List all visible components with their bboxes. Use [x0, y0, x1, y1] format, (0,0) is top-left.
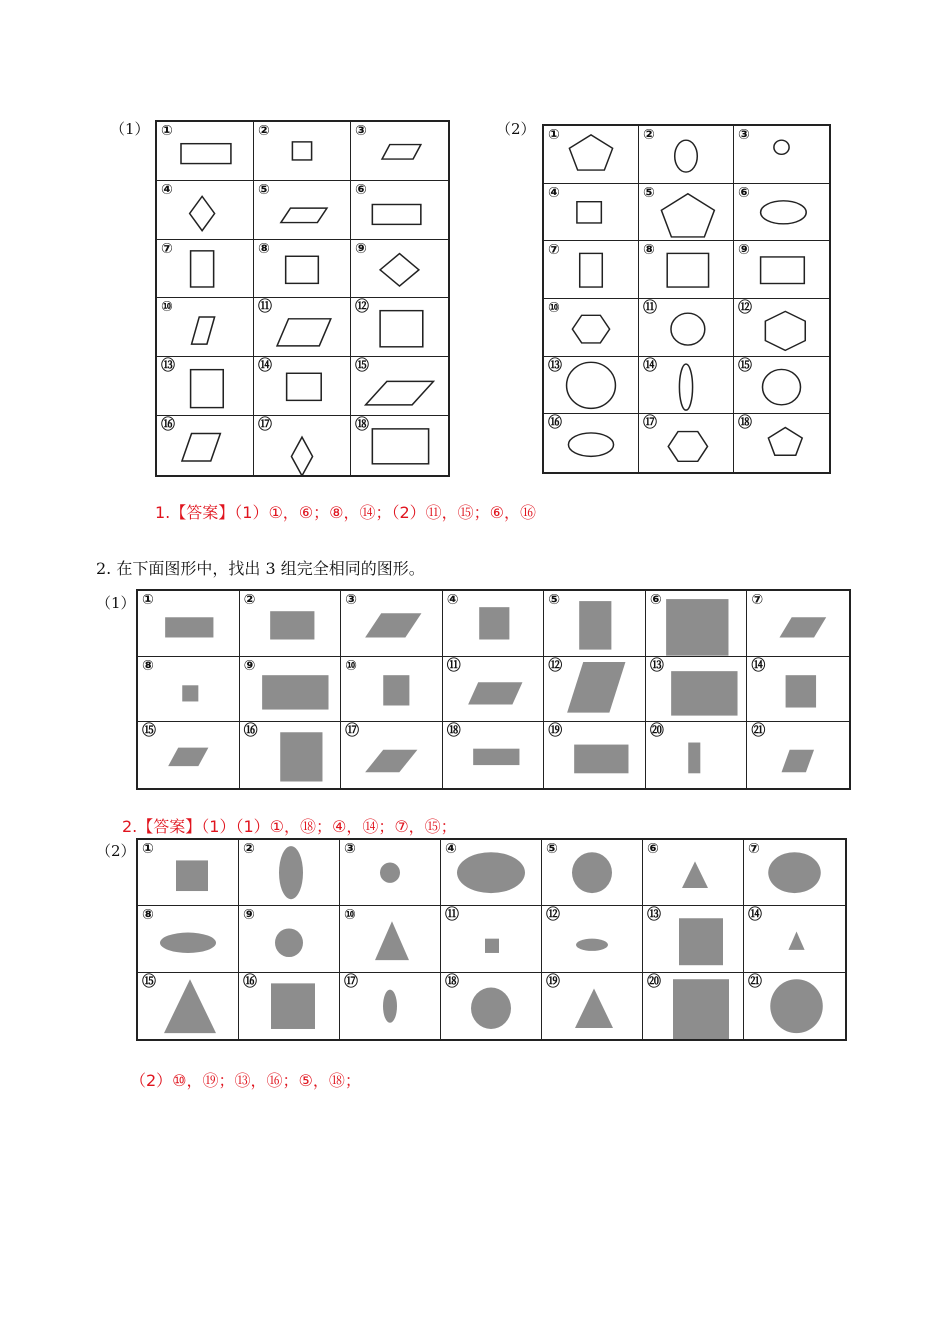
shape-number: ⑬ [548, 357, 562, 374]
shape-cell [240, 657, 342, 723]
shape-cell [254, 298, 351, 357]
shape-cell [734, 126, 829, 184]
shape-cell [254, 122, 351, 181]
shape-number: ⑨ [738, 242, 750, 259]
shape-number: ⑮ [355, 358, 369, 375]
shape-cell [351, 416, 448, 475]
shape-number: ⑥ [738, 184, 750, 201]
shape-number: ⑭ [643, 357, 657, 374]
shape-cell [544, 722, 646, 788]
shape-number: ⑧ [258, 240, 270, 257]
shape-cell [138, 973, 239, 1039]
shape-number: ① [142, 841, 154, 857]
shape-number: ⑲ [546, 973, 560, 990]
shape-number: ⑩ [548, 300, 560, 316]
shape-cell [734, 357, 829, 415]
shape-number: ⑫ [548, 657, 563, 674]
shape-number: ⑬ [647, 907, 661, 924]
shape-number: ⑰ [345, 723, 360, 740]
shape-cell [443, 722, 545, 788]
shape-number: ⑯ [243, 723, 258, 740]
shape-number: ⑭ [258, 358, 272, 375]
shape-number: ㉑ [748, 973, 762, 990]
shape-number: ⑫ [738, 300, 752, 316]
shape-number: ⑩ [344, 907, 356, 924]
shape-cell [544, 357, 639, 415]
shape-number: ① [142, 592, 154, 608]
shape-cell [542, 840, 643, 906]
shape-cell [639, 414, 734, 472]
shape-number: ⑯ [548, 415, 562, 432]
q1-grid-1 [155, 120, 450, 477]
shape-number: ② [243, 592, 256, 608]
shape-number: ⑭ [748, 907, 762, 924]
shape-number: ⑭ [751, 657, 766, 674]
shape-number: ① [548, 127, 560, 143]
shape-cell [544, 126, 639, 184]
shape-number: ⑱ [738, 415, 752, 432]
shape-cell [639, 357, 734, 415]
shape-number: ⑱ [355, 417, 369, 434]
shape-cell [744, 840, 845, 906]
shape-cell [340, 973, 441, 1039]
shape-cell [157, 298, 254, 357]
shape-number: ⑤ [546, 841, 558, 857]
shape-cell [341, 722, 443, 788]
shape-cell [441, 840, 542, 906]
shape-cell [240, 591, 342, 657]
shape-number: ⑤ [258, 181, 270, 198]
shape-number: ⑥ [649, 592, 662, 608]
shape-number: ⑰ [643, 415, 657, 432]
shape-cell [639, 126, 734, 184]
shape-cell [138, 657, 240, 723]
shape-number: ⑱ [445, 973, 459, 990]
shape-cell [351, 240, 448, 299]
shape-cell [138, 840, 239, 906]
shape-cell [747, 722, 849, 788]
shape-number: ⑥ [647, 841, 659, 857]
shape-number: ⑧ [643, 242, 655, 259]
shape-number: ⑩ [345, 657, 357, 674]
shape-cell [734, 241, 829, 299]
shape-number: ⑪ [446, 657, 461, 674]
shape-cell [157, 416, 254, 475]
shape-number: ⑳ [647, 973, 661, 990]
q2-part1-label: （1） [96, 594, 136, 612]
shape-cell [643, 973, 744, 1039]
q1-answer: 1.【答案】（1）①，⑥；⑧，⑭；（2）⑪，⑮；⑥，⑯ [155, 503, 537, 522]
shape-number: ⑪ [643, 300, 657, 316]
shape-cell [340, 906, 441, 972]
shape-number: ⑰ [344, 973, 358, 990]
shape-cell [734, 184, 829, 242]
shape-number: ② [258, 123, 270, 139]
shape-cell [239, 906, 340, 972]
q2-grid-2 [136, 838, 847, 1041]
shape-cell [544, 591, 646, 657]
shape-number: ⑰ [258, 417, 272, 434]
shape-cell [544, 299, 639, 357]
shape-number: ⑨ [243, 907, 255, 924]
shape-cell [544, 414, 639, 472]
shape-number: ⑥ [355, 181, 367, 198]
q2-answer-2: （2）⑩，⑲；⑬，⑯；⑤，⑱； [130, 1071, 361, 1090]
shape-cell [747, 591, 849, 657]
shape-number: ⑧ [142, 657, 154, 674]
shape-cell [744, 906, 845, 972]
shape-cell [254, 240, 351, 299]
shape-number: ⑨ [243, 657, 256, 674]
shape-cell [351, 181, 448, 240]
shape-number: ⑦ [548, 242, 560, 259]
shape-cell [441, 906, 542, 972]
shape-cell [639, 184, 734, 242]
shape-number: ⑩ [161, 299, 173, 316]
shape-cell [351, 357, 448, 416]
shape-number: ⑬ [649, 657, 664, 674]
shape-number: ⑳ [649, 723, 664, 740]
shape-cell [239, 840, 340, 906]
shape-number: ③ [738, 127, 750, 143]
q2-grid-1 [136, 589, 851, 790]
q1-part1-label: （1） [110, 120, 150, 138]
shape-cell [340, 840, 441, 906]
shape-cell [639, 299, 734, 357]
shape-number: ② [643, 127, 655, 143]
shape-number: ⑯ [243, 973, 257, 990]
shape-cell [544, 241, 639, 299]
shape-cell [544, 657, 646, 723]
shape-cell [341, 657, 443, 723]
shape-number: ③ [344, 841, 356, 857]
shape-number: ⑬ [161, 358, 175, 375]
shape-cell [734, 299, 829, 357]
shape-number: ⑮ [738, 357, 752, 374]
shape-number: ⑧ [142, 907, 154, 924]
shape-cell [542, 906, 643, 972]
shape-number: ⑫ [546, 907, 560, 924]
shape-cell [138, 722, 240, 788]
shape-cell [254, 357, 351, 416]
shape-cell [157, 181, 254, 240]
shape-number: ④ [161, 181, 173, 198]
shape-number: ④ [446, 592, 459, 608]
shape-number: ⑤ [643, 184, 655, 201]
shape-number: ⑦ [748, 841, 760, 857]
shape-cell [544, 184, 639, 242]
shape-number: ⑨ [355, 240, 367, 257]
shape-number: ⑲ [548, 723, 563, 740]
shape-cell [734, 414, 829, 472]
shape-number: ⑮ [142, 973, 156, 990]
q1-grid-2 [542, 124, 831, 474]
shape-cell [351, 298, 448, 357]
shape-cell [443, 657, 545, 723]
shape-cell [341, 591, 443, 657]
shape-number: ④ [445, 841, 457, 857]
shape-number: ③ [355, 123, 367, 139]
shape-number: ④ [548, 184, 560, 201]
shape-number: ⑮ [142, 723, 156, 740]
shape-cell [747, 657, 849, 723]
q1-part2-label: （2） [496, 120, 536, 138]
shape-number: ① [161, 123, 173, 139]
shape-number: ⑪ [258, 299, 272, 316]
shape-cell [639, 241, 734, 299]
shape-cell [157, 122, 254, 181]
shape-cell [744, 973, 845, 1039]
shape-number: ② [243, 841, 255, 857]
q2-heading: 2. 在下面图形中，找出 3 组完全相同的图形。 [96, 559, 425, 578]
shape-number: ⑦ [161, 240, 173, 257]
shape-number: ⑫ [355, 299, 369, 316]
shape-cell [441, 973, 542, 1039]
shape-cell [643, 906, 744, 972]
shape-number: ⑤ [548, 592, 561, 608]
shape-number: ③ [345, 592, 357, 608]
shape-cell [157, 240, 254, 299]
shape-cell [643, 840, 744, 906]
shape-number: ㉑ [751, 723, 766, 740]
shape-cell [138, 591, 240, 657]
shape-number: ⑯ [161, 417, 175, 434]
shape-cell [157, 357, 254, 416]
shape-cell [240, 722, 342, 788]
shape-cell [646, 591, 748, 657]
shape-cell [254, 181, 351, 240]
shape-cell [239, 973, 340, 1039]
shape-cell [254, 416, 351, 475]
shape-cell [646, 657, 748, 723]
q2-answer-1: 2.【答案】（1）（1）①，⑱；④，⑭；⑦，⑮； [122, 817, 457, 836]
q2-part2-label: （2） [96, 842, 136, 860]
shape-cell [646, 722, 748, 788]
shape-number: ⑦ [751, 592, 764, 608]
shape-cell [351, 122, 448, 181]
shape-cell [138, 906, 239, 972]
shape-cell [443, 591, 545, 657]
shape-cell [542, 973, 643, 1039]
shape-number: ⑪ [445, 907, 459, 924]
shape-number: ⑱ [446, 723, 461, 740]
